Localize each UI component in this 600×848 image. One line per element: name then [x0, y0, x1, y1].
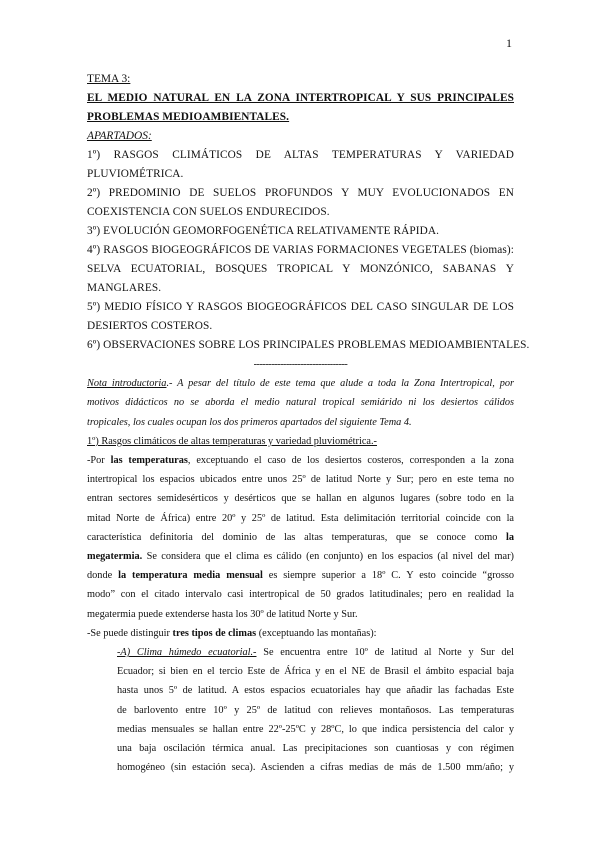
- nota-text-1: .- A pesar del título de este tema que alude a toda la Zona Intertropical, por: [166, 378, 514, 390]
- list-item-2-line-1: 2º) PREDOMINIO DE SUELOS PROFUNDOS Y MUY EVOLUCIONADOS EN: [87, 187, 514, 199]
- list-item-1-line-2: PLUVIOMÉTRICA.: [87, 168, 184, 180]
- para1-line-2: intertropical los espacios ubicados entre unos 25º de latitud Norte y Sur; pero en este tema no: [87, 474, 514, 486]
- clima-a-line-1: [117, 643, 514, 662]
- clima-a-line-3: hasta unos 5º de latitud. A estos espacios ecuatoriales hay que añadir las fachadas Este: [117, 685, 514, 697]
- clima-a-line-7: homogéneo (sin estación seca). Ascienden a cifras medias de más de 1.500 mm/año; y: [117, 762, 514, 774]
- para1-bold-temperatura-media: la temperatura media mensual: [118, 570, 263, 582]
- list-item-4-line-1: 4º) RASGOS BIOGEOGRÁFICOS DE VARIAS FORMACIONES VEGETALES (biomas):: [87, 244, 514, 256]
- title-line-1: EL MEDIO NATURAL EN LA ZONA INTERTROPICAL Y SUS PRINCIPALES: [87, 92, 514, 104]
- para1-line-5: [87, 528, 514, 547]
- para1-text: , exceptuando el caso de los desiertos costeros, corresponden a la zona: [187, 455, 514, 467]
- tema-label: TEMA 3:: [87, 73, 131, 85]
- page-number: 1: [506, 36, 512, 50]
- separator: --------------------------------: [253, 359, 348, 370]
- para1-text: es siempre superior a 18º C. Y esto coincide “grosso: [262, 570, 514, 582]
- para2-text: (exceptuando las montañas):: [256, 627, 377, 639]
- para1-bold-megatermia: megatermia.: [87, 551, 143, 563]
- list-item-1-line-1: 1º) RASGOS CLIMÁTICOS DE ALTAS TEMPERATURAS Y VARIEDAD: [87, 149, 514, 161]
- clima-a-label: -A) Clima húmedo ecuatorial.-: [117, 647, 257, 659]
- clima-a-block: [87, 643, 514, 777]
- nota-line-3: tropicales, los cuales ocupan los dos primeros apartados del siguiente Tema 4.: [87, 416, 412, 428]
- para1-line-9: megatermia puede extenderse hasta los 30º de latitud Norte y Sur.: [87, 608, 358, 620]
- para1-text: -Por: [87, 455, 111, 467]
- clima-a-text: Se encuentra entre 10º de latitud al Norte y Sur del: [256, 647, 514, 659]
- para1-text: donde: [87, 570, 119, 582]
- page-content: [87, 70, 530, 777]
- list-item-3-line-1: 3º) EVOLUCIÓN GEOMORFOGENÉTICA RELATIVAMENTE RÁPIDA.: [87, 225, 440, 237]
- clima-a-line-4: de barlovento entre 10º y 25º de latitud con relieves montañosos. Las temperaturas: [117, 704, 514, 716]
- list-item-6-line-1: 6º) OBSERVACIONES SOBRE LOS PRINCIPALES PROBLEMAS MEDIOAMBIENTALES.: [87, 339, 530, 351]
- list-item-4-line-3: MANGLARES.: [87, 282, 162, 294]
- clima-a-line-2: Ecuador; si bien en el tercio Este de África y en el NE de Brasil el ámbito espacial baja: [117, 666, 514, 678]
- clima-a-line-5: medias mensuales se hallan entre 22º-25ºC y 28ºC, lo que indica persistencia del calor y: [117, 723, 514, 735]
- nota-label: Nota introductoria: [87, 378, 167, 390]
- para2-line: [87, 624, 514, 643]
- list-item-4-line-2: SELVA ECUATORIAL, BOSQUES TROPICAL Y MONZÓNICO, SABANAS Y: [87, 263, 514, 275]
- apartados-label: APARTADOS:: [87, 130, 152, 142]
- apartados-list: [87, 146, 530, 355]
- section-1-heading: 1º) Rasgos climáticos de altas temperaturas y variedad pluviométrica.-: [87, 435, 377, 447]
- para1-line-6: [87, 547, 514, 566]
- para1-line-8: modo” con el citado intervalo casi intertropical de 50 grados latitudinales; pero en realidad la: [87, 589, 514, 601]
- nota-line-2: motivos didácticos no se aborda el medio natural tropical semiárido ni los desiertos cálidos: [87, 397, 514, 409]
- list-item-5-line-2: DESIERTOS COSTEROS.: [87, 320, 213, 332]
- para1-text: característica definitoria del dominio de las altas temperaturas, que se conoce como: [87, 531, 506, 543]
- para1-line-7: [87, 566, 514, 585]
- para1-bold-la: la: [505, 531, 514, 543]
- para1-line-3: entran sectores semidesérticos y desérticos que se hallan en algunos lugares (sobre todo en la: [87, 493, 514, 505]
- title-line-2: PROBLEMAS MEDIOAMBIENTALES.: [87, 111, 290, 123]
- list-item-2-line-2: COEXISTENCIA CON SUELOS ENDURECIDOS.: [87, 206, 330, 218]
- para1-text: Se considera que el clima es cálido (en conjunto) en los espacios (al nivel del mar): [142, 551, 514, 563]
- clima-a-line-6: una baja oscilación térmica anual. Las precipitaciones son cuantiosas y con régimen: [117, 743, 514, 755]
- para1-line-1: [87, 451, 514, 470]
- para1-line-4: mitad Norte de África) entre 20º y 25º de latitud. Esta delimitación territorial coincide con la: [87, 512, 514, 524]
- list-item-5-line-1: 5º) MEDIO FÍSICO Y RASGOS BIOGEOGRÁFICOS DEL CASO SINGULAR DE LOS: [87, 301, 514, 313]
- para1-bold-temperaturas: las temperaturas: [110, 455, 188, 467]
- para2-bold-tres-tipos: tres tipos de climas: [172, 627, 257, 639]
- para2-text: -Se puede distinguir: [87, 627, 173, 639]
- nota-line-1: [87, 374, 514, 393]
